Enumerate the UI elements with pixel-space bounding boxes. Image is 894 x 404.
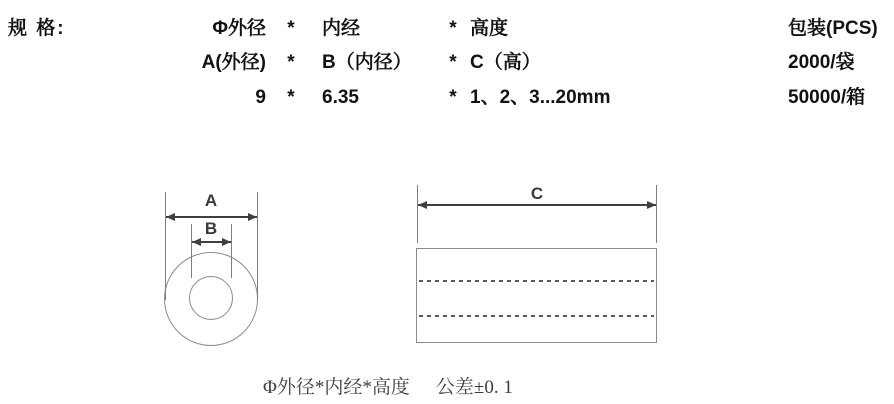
caption-tolerance: 公差±0. 1 xyxy=(435,377,513,398)
extension-line xyxy=(231,224,232,278)
multiply-sign: * xyxy=(449,87,457,108)
multiply-sign: * xyxy=(287,52,295,73)
header-outer-diameter: Φ外径 xyxy=(212,18,266,39)
hidden-bore-line xyxy=(419,315,654,317)
value-height-range: 1、2、3...20mm xyxy=(470,87,611,108)
letter-outer-diameter: A(外径) xyxy=(201,52,266,73)
multiply-sign: * xyxy=(287,87,295,108)
multiply-sign: * xyxy=(449,52,457,73)
inner-circle xyxy=(189,276,233,320)
extension-line xyxy=(656,185,657,243)
extension-line xyxy=(257,192,258,300)
cylinder-body xyxy=(416,248,657,343)
multiply-sign: * xyxy=(287,18,295,39)
value-inner-diameter: 6.35 xyxy=(322,87,359,108)
extension-line xyxy=(165,192,166,300)
dimension-arrow-a xyxy=(166,216,257,218)
extension-line xyxy=(417,185,418,243)
header-height: 高度 xyxy=(470,18,509,39)
packing-per-bag: 2000/袋 xyxy=(788,52,855,73)
hidden-bore-line xyxy=(419,280,654,282)
packing-per-carton: 50000/箱 xyxy=(788,87,866,108)
caption-formula: Φ外径*内经*高度 xyxy=(263,377,410,398)
caption xyxy=(263,372,513,399)
spec-row-header xyxy=(0,17,894,41)
value-outer-diameter: 9 xyxy=(255,87,266,108)
dimension-arrow-b xyxy=(192,241,231,243)
header-packing: 包装(PCS) xyxy=(788,18,878,39)
spec-row-letters xyxy=(0,51,894,75)
spec-row-values xyxy=(0,86,894,110)
letter-height: C（高） xyxy=(470,52,541,73)
header-inner-diameter: 内经 xyxy=(322,18,361,39)
dimension-label-a: A xyxy=(204,191,218,210)
spec-label: 规 格: xyxy=(8,18,66,39)
dimension-label-c: C xyxy=(530,184,544,203)
dimension-label-b: B xyxy=(204,219,218,238)
letter-inner-diameter: B（内径） xyxy=(322,52,412,73)
extension-line xyxy=(191,224,192,278)
multiply-sign: * xyxy=(449,18,457,39)
dimension-arrow-c xyxy=(418,204,656,206)
